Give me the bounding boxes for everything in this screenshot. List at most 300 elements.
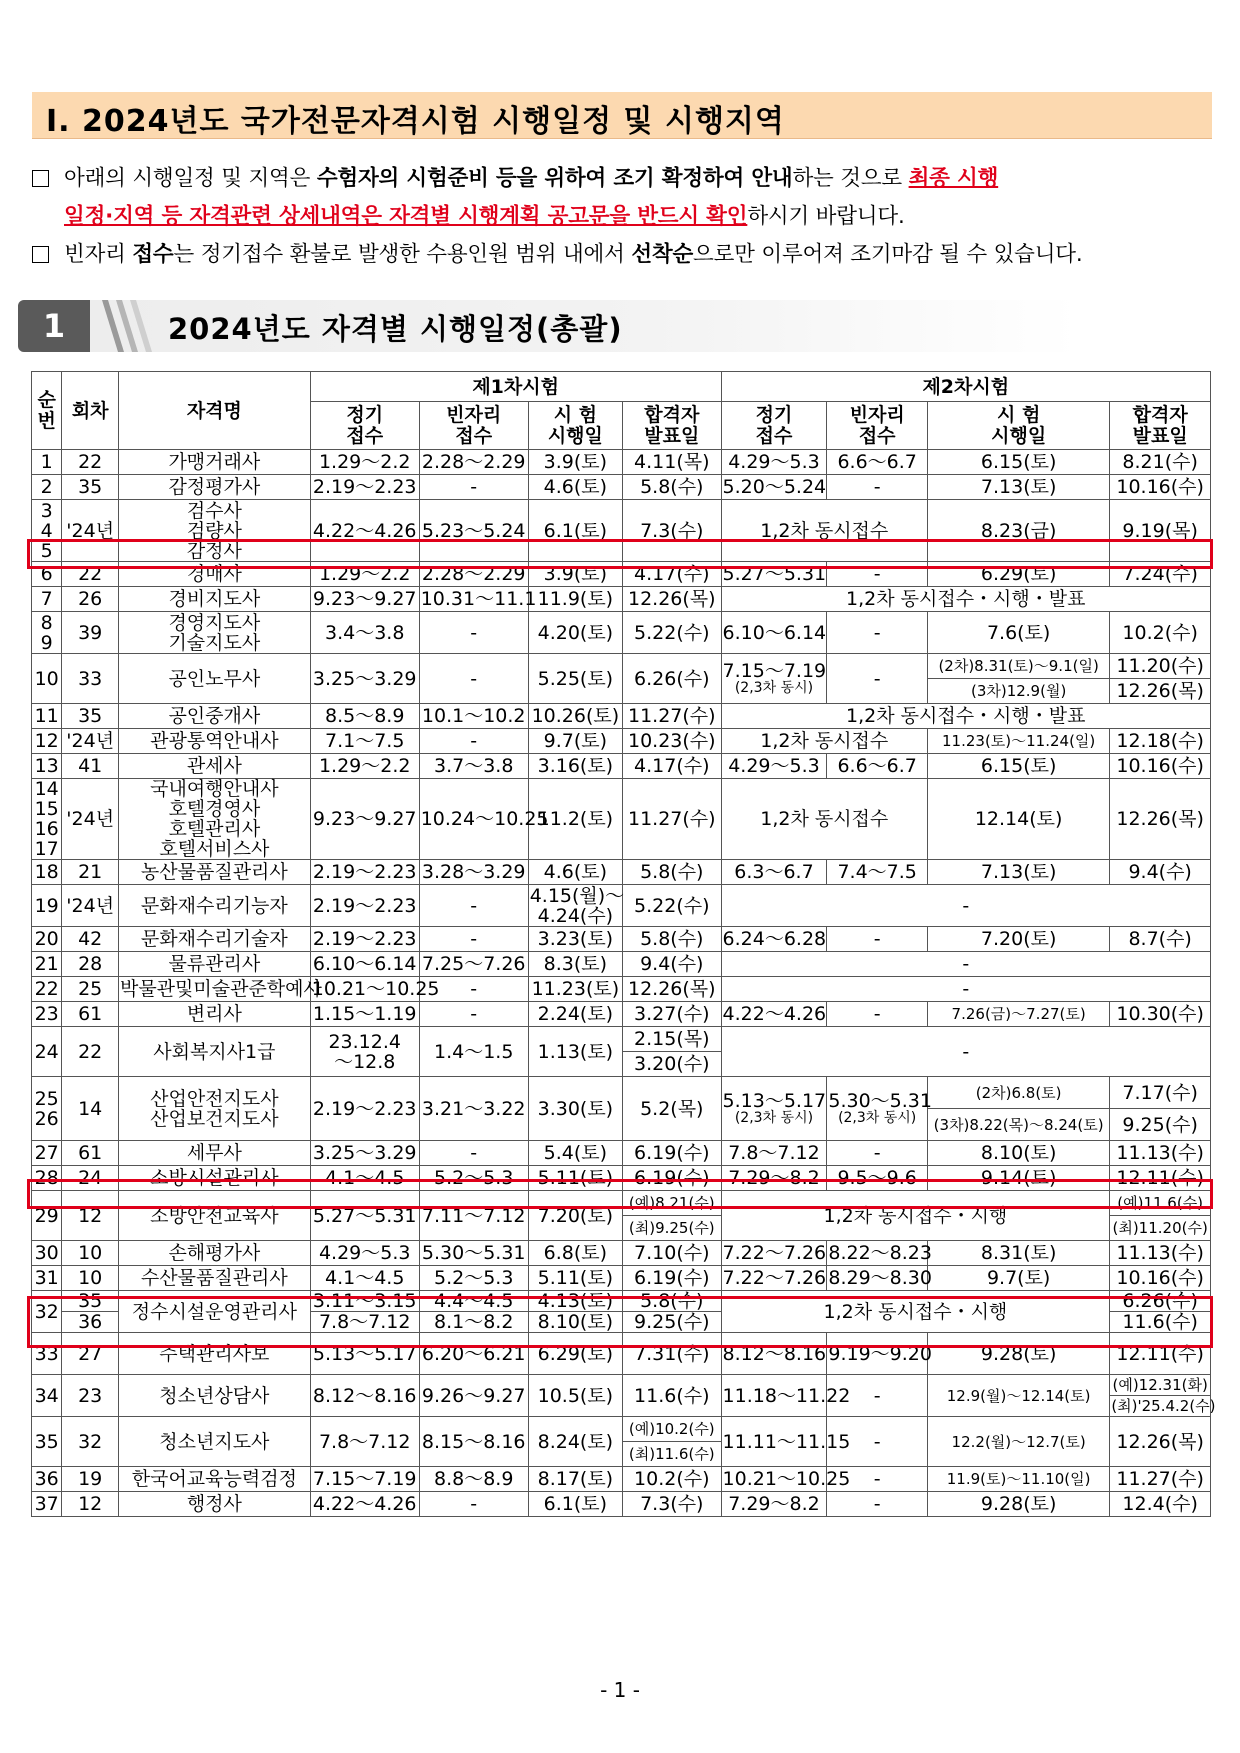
result1-cell: 7.10(수) xyxy=(623,1241,722,1266)
table-row xyxy=(32,1191,1211,1216)
vacancy1-cell: 6.20～6.21 xyxy=(419,1333,528,1375)
vacancy1-cell: 8.1～8.2 xyxy=(419,1312,528,1333)
result2-cell: 12.18(수) xyxy=(1110,729,1211,754)
table-row xyxy=(32,704,1211,729)
result2-cell: 12.26(목) xyxy=(1110,779,1211,860)
exam2-cell: 11.9(토)～11.10(일) xyxy=(927,1467,1109,1492)
notice-text: 아래의 시행일정 및 지역은 xyxy=(64,166,317,191)
exam2-cell: (2차)8.31(토)～9.1(일) xyxy=(927,654,1109,679)
name-cell: 농산물품질관리사 xyxy=(118,860,310,885)
table-row xyxy=(32,562,1211,587)
table-row xyxy=(32,885,1211,927)
exam1-cell: 8.24(토) xyxy=(528,1417,622,1467)
result2-cell: (최)11.20(수) xyxy=(1110,1216,1211,1241)
round-cell: 42 xyxy=(62,927,119,952)
reg1-cell: 10.21～10.25 xyxy=(311,978,440,1000)
table-row xyxy=(32,952,1211,977)
notice-text: 빈자리 xyxy=(64,242,133,267)
vacancy1-cell: 7.25～7.26 xyxy=(419,952,528,977)
result1-cell: (최)9.25(수) xyxy=(623,1216,722,1241)
reg2-cell: 6.3～6.7 xyxy=(721,860,827,885)
result1-cell: 7.3(수) xyxy=(623,1492,722,1517)
table-row xyxy=(32,754,1211,779)
notice-item xyxy=(32,236,1212,274)
exam2-cell: 6.29(토) xyxy=(927,562,1109,587)
vacancy1-cell: - xyxy=(419,1492,528,1517)
reg2-cell: 6.24～6.28 xyxy=(722,928,827,950)
seq-cell: 6 xyxy=(32,562,62,587)
result1-cell: 3.27(수) xyxy=(623,1002,722,1027)
cell-note: (2,3차 동시) xyxy=(734,680,814,696)
result1-cell: 6.26(수) xyxy=(623,654,722,704)
vacancy1-cell: 10.24～10.25 xyxy=(419,779,528,860)
reg2-cell: 10.21～10.25 xyxy=(722,1468,851,1490)
result1-cell: 6.19(수) xyxy=(623,1266,722,1291)
seq-cell: 10 xyxy=(32,654,62,704)
seq-cell: 30 xyxy=(32,1241,62,1266)
notice-bold-text: 수험자의 시험준비 등을 위하여 조기 확정하여 안내 xyxy=(316,166,793,191)
round-cell: 33 xyxy=(62,654,119,704)
seq-cell: 33 xyxy=(32,1333,62,1375)
reg1-cell: 8.5～8.9 xyxy=(310,704,419,729)
vacancy2-cell: 6.6～6.7 xyxy=(827,754,928,779)
name-cell: 관세사 xyxy=(118,754,310,779)
name-cell: 경비지도사 xyxy=(118,587,310,612)
header-second-exam: 제2차시험 xyxy=(721,372,1210,402)
vacancy1-cell: 2.28～2.29 xyxy=(419,450,528,475)
round-cell: 19 xyxy=(62,1467,119,1492)
vacancy1-cell: 3.7～3.8 xyxy=(419,754,528,779)
result2-cell: 10.30(수) xyxy=(1110,1002,1211,1027)
vacancy1-cell: - xyxy=(419,885,528,927)
notice-text: 하시기 바랍니다. xyxy=(747,204,905,229)
second-exam-none-cell: - xyxy=(721,977,1210,1002)
reg1-cell: 4.22～4.26 xyxy=(310,1492,419,1517)
table-row xyxy=(32,654,1211,679)
exam1-cell: 5.25(토) xyxy=(528,654,622,704)
vacancy1-cell: 10.31～11.1 xyxy=(420,588,537,610)
table-row xyxy=(32,1077,1211,1109)
round-cell: '24년 xyxy=(62,500,119,562)
reg1-cell: 3.11～3.15 xyxy=(310,1291,419,1312)
exam2-cell: (3차)8.22(목)～8.24(토) xyxy=(927,1109,1109,1141)
vacancy1-cell: - xyxy=(419,612,528,654)
result1-cell: 12.26(목) xyxy=(623,587,722,612)
vacancy1-cell: 3.28～3.29 xyxy=(419,860,528,885)
notice-list xyxy=(32,160,1212,274)
vacancy2-cell: - xyxy=(827,1002,928,1027)
reg2-cell: 4.29～5.3 xyxy=(721,450,827,475)
merged-reg2-cell: 1,2차 동시접수 xyxy=(721,729,927,754)
exam1-cell: 4.6(토) xyxy=(528,860,622,885)
exam2-cell: (3차)12.9(월) xyxy=(927,679,1109,704)
reg1-cell: 4.1～4.5 xyxy=(310,1266,419,1291)
table-row xyxy=(32,1266,1211,1291)
vacancy1-cell: 5.30～5.31 xyxy=(419,1241,528,1266)
result2-cell: 6.26(수) xyxy=(1110,1291,1211,1312)
round-cell: 32 xyxy=(62,1417,119,1467)
result1-cell: 12.26(목) xyxy=(623,977,722,1002)
result1-cell: 4.11(목) xyxy=(623,450,722,475)
name-cell: 변리사 xyxy=(118,1002,310,1027)
cell-note: (2,3차 동시) xyxy=(838,1110,917,1126)
table-row xyxy=(32,1333,1211,1375)
seq-cell: 32 xyxy=(32,1291,62,1333)
name-cell: 주택관리사보 xyxy=(118,1333,310,1375)
table-row xyxy=(32,1141,1211,1166)
result2-cell: 10.16(수) xyxy=(1110,754,1211,779)
name-cell: 경영지도사 기술지도사 xyxy=(118,612,310,654)
vacancy2-cell: - xyxy=(827,1492,928,1517)
exam1-cell: 3.30(토) xyxy=(528,1077,622,1141)
result1-cell: 5.8(수) xyxy=(623,927,722,952)
merged-reg2-cell: 1,2차 동시접수 xyxy=(721,500,927,562)
result1-cell: 2.15(목) xyxy=(623,1027,722,1052)
chapter-banner xyxy=(32,92,1212,139)
result1-cell: (예)10.2(수) xyxy=(623,1417,722,1442)
table-row xyxy=(32,729,1211,754)
reg1-cell: 5.13～5.17 xyxy=(310,1333,419,1375)
exam1-cell: 11.2(토) xyxy=(528,779,622,860)
exam2-cell: 9.14(토) xyxy=(927,1166,1109,1191)
name-cell: 청소년상담사 xyxy=(118,1375,310,1417)
round-cell: 61 xyxy=(62,1002,119,1027)
round-cell: 28 xyxy=(62,952,119,977)
exam1-cell: 6.8(토) xyxy=(528,1241,622,1266)
reg1-cell: 6.10～6.14 xyxy=(310,952,419,977)
exam2-cell: 9.28(토) xyxy=(927,1492,1109,1517)
result1-cell: 6.19(수) xyxy=(623,1141,722,1166)
exam2-cell: 12.2(월)～12.7(토) xyxy=(927,1417,1109,1467)
exam1-cell: 3.9(토) xyxy=(528,562,622,587)
result1-cell: 4.17(수) xyxy=(623,754,722,779)
vacancy2-cell: - xyxy=(827,927,928,952)
vacancy1-cell: 8.8～8.9 xyxy=(419,1467,528,1492)
table-row xyxy=(32,860,1211,885)
round-cell: 22 xyxy=(62,1027,119,1077)
round-cell: 22 xyxy=(62,450,119,475)
result1-cell: 6.19(수) xyxy=(623,1166,722,1191)
header-result-1: 합격자 발표일 xyxy=(623,402,722,450)
exam1-cell: 11.23(토) xyxy=(528,977,622,1002)
vacancy2-cell: 9.19～9.20 xyxy=(827,1333,928,1375)
result2-cell: 12.11(수) xyxy=(1110,1333,1211,1375)
name-cell: 문화재수리기술자 xyxy=(118,927,310,952)
section-title: 2024년도 자격별 시행일정(총괄) xyxy=(168,312,623,346)
exam1-cell: 3.16(토) xyxy=(528,754,622,779)
name-cell: 가맹거래사 xyxy=(118,450,310,475)
header-round: 회차 xyxy=(62,372,119,450)
exam2-cell: 9.28(토) xyxy=(927,1333,1109,1375)
reg2-cell: 11.18～11.22 xyxy=(721,1375,827,1417)
result1-cell: (예)8.21(수) xyxy=(623,1191,722,1216)
seq-cell: 12 xyxy=(32,729,62,754)
result2-cell: 11.27(수) xyxy=(1110,1467,1211,1492)
merged-second-cell: 1,2차 동시접수・시행・발표 xyxy=(721,587,1210,612)
seq-cell: 19 xyxy=(32,885,62,927)
result1-cell: 11.6(수) xyxy=(623,1375,722,1417)
name-cell: 정수시설운영관리사 xyxy=(118,1291,310,1333)
section-header xyxy=(18,300,1093,352)
exam2-cell: 9.7(토) xyxy=(927,1266,1109,1291)
exam2-cell: 8.31(토) xyxy=(927,1241,1109,1266)
schedule-table xyxy=(31,371,1216,1517)
round-cell: 39 xyxy=(62,612,119,654)
name-cell: 사회복지사1급 xyxy=(118,1027,310,1077)
header-reg-1: 정기 접수 xyxy=(310,402,419,450)
exam2-cell: 7.13(토) xyxy=(927,475,1109,500)
table-row xyxy=(32,779,1211,860)
exam1-cell: 8.17(토) xyxy=(528,1467,622,1492)
result2-cell: (예)11.6(수) xyxy=(1110,1191,1211,1216)
exam1-cell: 8.10(토) xyxy=(528,1312,622,1333)
result2-cell: 11.13(수) xyxy=(1110,1241,1211,1266)
second-exam-none-cell: - xyxy=(721,952,1210,977)
table-row xyxy=(32,1417,1211,1442)
vacancy1-cell: 7.11～7.12 xyxy=(419,1191,528,1241)
exam1-cell: 4.13(토) xyxy=(528,1291,622,1312)
header-vacancy-2: 빈자리 접수 xyxy=(827,402,928,450)
result2-cell: 9.19(목) xyxy=(1110,500,1211,562)
reg1-cell: 2.19～2.23 xyxy=(310,1077,419,1141)
vacancy2-cell: - xyxy=(827,1417,928,1467)
notice-bold-text: 선착순 xyxy=(631,242,694,267)
name-cell: 소방안전교육사 xyxy=(118,1191,310,1241)
seq-cell: 8 9 xyxy=(32,612,62,654)
round-cell: 35 xyxy=(62,704,119,729)
round-cell: 12 xyxy=(62,1191,119,1241)
round-cell: 21 xyxy=(62,860,119,885)
exam2-cell: 7.6(토) xyxy=(927,612,1109,654)
notice-warning-text: 최종 시행 xyxy=(908,166,999,191)
table-row xyxy=(32,1166,1211,1191)
reg2-cell: 4.22～4.26 xyxy=(722,1003,827,1025)
reg2-cell: 11.11～11.15 xyxy=(721,1417,827,1467)
reg1-cell: 3.4～3.8 xyxy=(310,612,419,654)
exam2-cell: 7.20(토) xyxy=(927,927,1109,952)
vacancy2-cell: - xyxy=(827,612,928,654)
vacancy1-cell: 5.23～5.24 xyxy=(419,500,528,562)
result2-cell: 11.6(수) xyxy=(1110,1312,1211,1333)
vacancy2-cell: 8.22～8.23 xyxy=(828,1242,932,1264)
header-result-2: 합격자 발표일 xyxy=(1110,402,1211,450)
seq-cell: 37 xyxy=(32,1492,62,1517)
name-cell: 소방시설관리사 xyxy=(118,1166,310,1191)
name-cell: 공인노무사 xyxy=(118,654,310,704)
seq-cell: 13 xyxy=(32,754,62,779)
round-cell: 27 xyxy=(62,1333,119,1375)
table-row xyxy=(32,1467,1211,1492)
vacancy1-cell: - xyxy=(419,977,528,1002)
merged-second-cell: 1,2차 동시접수・시행 xyxy=(721,1191,1110,1241)
vacancy1-cell: 8.15～8.16 xyxy=(419,1417,528,1467)
result1-cell: 9.25(수) xyxy=(623,1312,722,1333)
name-cell: 물류관리사 xyxy=(118,952,310,977)
vacancy1-cell: 2.28～2.29 xyxy=(419,562,528,587)
vacancy1-cell: - xyxy=(419,654,528,704)
vacancy1-cell: 9.26～9.27 xyxy=(419,1375,528,1417)
round-cell: 36 xyxy=(62,1312,119,1333)
merged-reg2-cell: 1,2차 동시접수 xyxy=(721,779,927,860)
exam2-cell: 12.9(월)～12.14(토) xyxy=(927,1375,1109,1417)
reg1-cell: 7.15～7.19 xyxy=(310,1467,419,1492)
reg1-cell: 2.19～2.23 xyxy=(310,475,419,500)
seq-cell: 28 xyxy=(32,1166,62,1191)
result1-cell: 5.8(수) xyxy=(623,860,722,885)
exam1-cell: 6.1(토) xyxy=(528,500,622,562)
reg1-cell: 1.29～2.2 xyxy=(310,562,419,587)
seq-cell: 20 xyxy=(32,927,62,952)
reg1-cell: 2.19～2.23 xyxy=(310,885,419,927)
reg2-cell: 8.12～8.16 xyxy=(721,1333,827,1375)
reg1-cell: 8.12～8.16 xyxy=(310,1375,419,1417)
result1-cell: 9.4(수) xyxy=(623,952,722,977)
result1-cell: 5.8(수) xyxy=(623,1291,722,1312)
reg1-cell: 7.8～7.12 xyxy=(310,1312,419,1333)
result2-cell: 10.16(수) xyxy=(1110,1266,1211,1291)
result1-cell: (최)11.6(수) xyxy=(623,1442,722,1467)
seq-cell: 25 26 xyxy=(32,1077,62,1141)
round-cell: 23 xyxy=(62,1375,119,1417)
cell-note: (2,3차 동시) xyxy=(734,1110,814,1126)
vacancy2-cell: 9.5～9.6 xyxy=(827,1166,928,1191)
table-row xyxy=(32,1291,1211,1312)
reg1-cell: 3.25～3.29 xyxy=(310,654,419,704)
round-cell: 35 xyxy=(62,1291,119,1312)
seq-cell: 11 xyxy=(32,704,62,729)
vacancy1-cell: - xyxy=(419,1141,528,1166)
exam2-cell: 7.26(금)～7.27(토) xyxy=(927,1002,1109,1027)
seq-cell: 34 xyxy=(32,1375,62,1417)
table-row xyxy=(32,977,1211,1002)
seq-cell: 7 xyxy=(32,587,62,612)
vacancy2-cell: - xyxy=(827,1141,928,1166)
exam1-cell: 1.13(토) xyxy=(528,1027,622,1077)
seq-cell: 27 xyxy=(32,1141,62,1166)
stripes-icon xyxy=(96,300,166,352)
name-cell: 청소년지도사 xyxy=(118,1417,310,1467)
vacancy1-cell: - xyxy=(419,475,528,500)
exam2-cell: (2차)6.8(토) xyxy=(927,1077,1109,1109)
checkbox-square-icon xyxy=(32,246,49,263)
exam1-cell: 9.7(토) xyxy=(528,729,622,754)
seq-cell: 35 xyxy=(32,1417,62,1467)
chapter-title: Ⅰ. 2024년도 국가전문자격시험 시행일정 및 시행지역 xyxy=(46,104,785,139)
result2-cell: 12.11(수) xyxy=(1110,1166,1211,1191)
exam2-cell: 6.15(토) xyxy=(927,450,1109,475)
reg2-cell: 5.13～5.17 (2,3차 동시) xyxy=(721,1077,827,1141)
result1-cell: 10.2(수) xyxy=(623,1467,722,1492)
table-row xyxy=(32,1002,1211,1027)
exam2-cell: 8.23(금) xyxy=(927,500,1109,562)
vacancy2-cell: - xyxy=(827,562,928,587)
round-cell: 35 xyxy=(62,475,119,500)
result1-cell: 11.27(수) xyxy=(623,704,722,729)
name-cell: 세무사 xyxy=(118,1141,310,1166)
exam1-cell: 8.3(토) xyxy=(528,952,622,977)
vacancy2-cell: 8.29～8.30 xyxy=(828,1267,932,1289)
round-cell: 10 xyxy=(62,1266,119,1291)
exam2-cell: 11.23(토)～11.24(일) xyxy=(927,729,1109,754)
notice-item xyxy=(32,160,1212,236)
name-cell: 손해평가사 xyxy=(118,1241,310,1266)
reg1-cell: 4.29～5.3 xyxy=(310,1241,419,1266)
notice-text: 으로만 이루어져 조기마감 될 수 있습니다. xyxy=(693,242,1083,267)
merged-second-cell: 1,2차 동시접수・시행 xyxy=(721,1291,1110,1333)
reg2-cell: 7.22～7.26 xyxy=(722,1267,827,1289)
reg1-cell: 4.1～4.5 xyxy=(310,1166,419,1191)
result1-cell: 10.23(수) xyxy=(623,729,722,754)
name-cell: 관광통역안내사 xyxy=(118,729,310,754)
round-cell: 22 xyxy=(62,562,119,587)
exam1-cell: 11.9(토) xyxy=(528,587,622,612)
result2-cell: 12.26(목) xyxy=(1110,1417,1211,1467)
exam1-cell: 5.11(토) xyxy=(528,1266,622,1291)
name-cell: 산업안전지도사 산업보건지도사 xyxy=(118,1077,310,1141)
name-cell: 문화재수리기능자 xyxy=(118,885,310,927)
notice-text: 는 정기접수 환불로 발생한 수용인원 범위 내에서 xyxy=(173,242,632,267)
section-number: 1 xyxy=(18,300,90,352)
seq-cell: 2 xyxy=(32,475,62,500)
round-cell: 41 xyxy=(62,754,119,779)
vacancy1-cell: - xyxy=(419,927,528,952)
result2-cell: 12.4(수) xyxy=(1110,1492,1211,1517)
table-row xyxy=(32,1375,1211,1396)
result1-cell: 11.27(수) xyxy=(623,779,722,860)
exam1-cell: 2.24(토) xyxy=(528,1002,622,1027)
exam1-cell: 4.20(토) xyxy=(528,612,622,654)
vacancy1-cell: 1.4～1.5 xyxy=(419,1027,528,1077)
name-cell: 수산물품질관리사 xyxy=(118,1266,310,1291)
name-cell: 행정사 xyxy=(118,1492,310,1517)
vacancy1-cell: 5.2～5.3 xyxy=(419,1266,528,1291)
table-row xyxy=(32,475,1211,500)
reg2-cell: 7.15～7.19 (2,3차 동시) xyxy=(721,654,827,704)
reg1-cell: 5.27～5.31 xyxy=(310,1191,419,1241)
result1-cell: 5.8(수) xyxy=(623,475,722,500)
table-row xyxy=(32,1492,1211,1517)
header-seq: 순 번 xyxy=(32,372,62,450)
exam1-cell: 5.4(토) xyxy=(528,1141,622,1166)
result2-cell: (최)'25.4.2(수) xyxy=(1111,1397,1216,1415)
reg1-cell: 1.29～2.2 xyxy=(310,450,419,475)
result1-cell: 7.3(수) xyxy=(623,500,722,562)
exam1-cell: 10.5(토) xyxy=(528,1375,622,1417)
vacancy1-cell: - xyxy=(419,729,528,754)
seq-cell: 3 4 5 xyxy=(32,500,62,562)
reg2-cell: 5.27～5.31 xyxy=(722,563,827,585)
result2-cell: 9.25(수) xyxy=(1110,1109,1211,1141)
notice-text: 하는 것으로 xyxy=(792,166,909,191)
reg1-cell: 7.1～7.5 xyxy=(310,729,419,754)
exam1-cell: 4.6(토) xyxy=(528,475,622,500)
reg1-cell: 2.19～2.23 xyxy=(310,860,419,885)
result1-cell: 4.17(수) xyxy=(623,562,722,587)
seq-cell: 24 xyxy=(32,1027,62,1077)
result2-cell: 7.17(수) xyxy=(1110,1077,1211,1109)
vacancy2-cell: 7.4～7.5 xyxy=(827,860,928,885)
reg1-cell: 1.15～1.19 xyxy=(310,1002,419,1027)
exam1-cell: 5.11(토) xyxy=(528,1166,622,1191)
exam1-cell: 3.9(토) xyxy=(528,450,622,475)
reg2-cell: 6.10～6.14 xyxy=(721,612,827,654)
exam1-cell: 7.20(토) xyxy=(528,1191,622,1241)
table-row xyxy=(32,500,1211,562)
name-cell: 검수사 검량사 감정사 xyxy=(118,500,310,562)
result2-cell: 8.21(수) xyxy=(1110,450,1211,475)
vacancy1-cell: - xyxy=(419,1002,528,1027)
round-cell: 61 xyxy=(62,1141,119,1166)
